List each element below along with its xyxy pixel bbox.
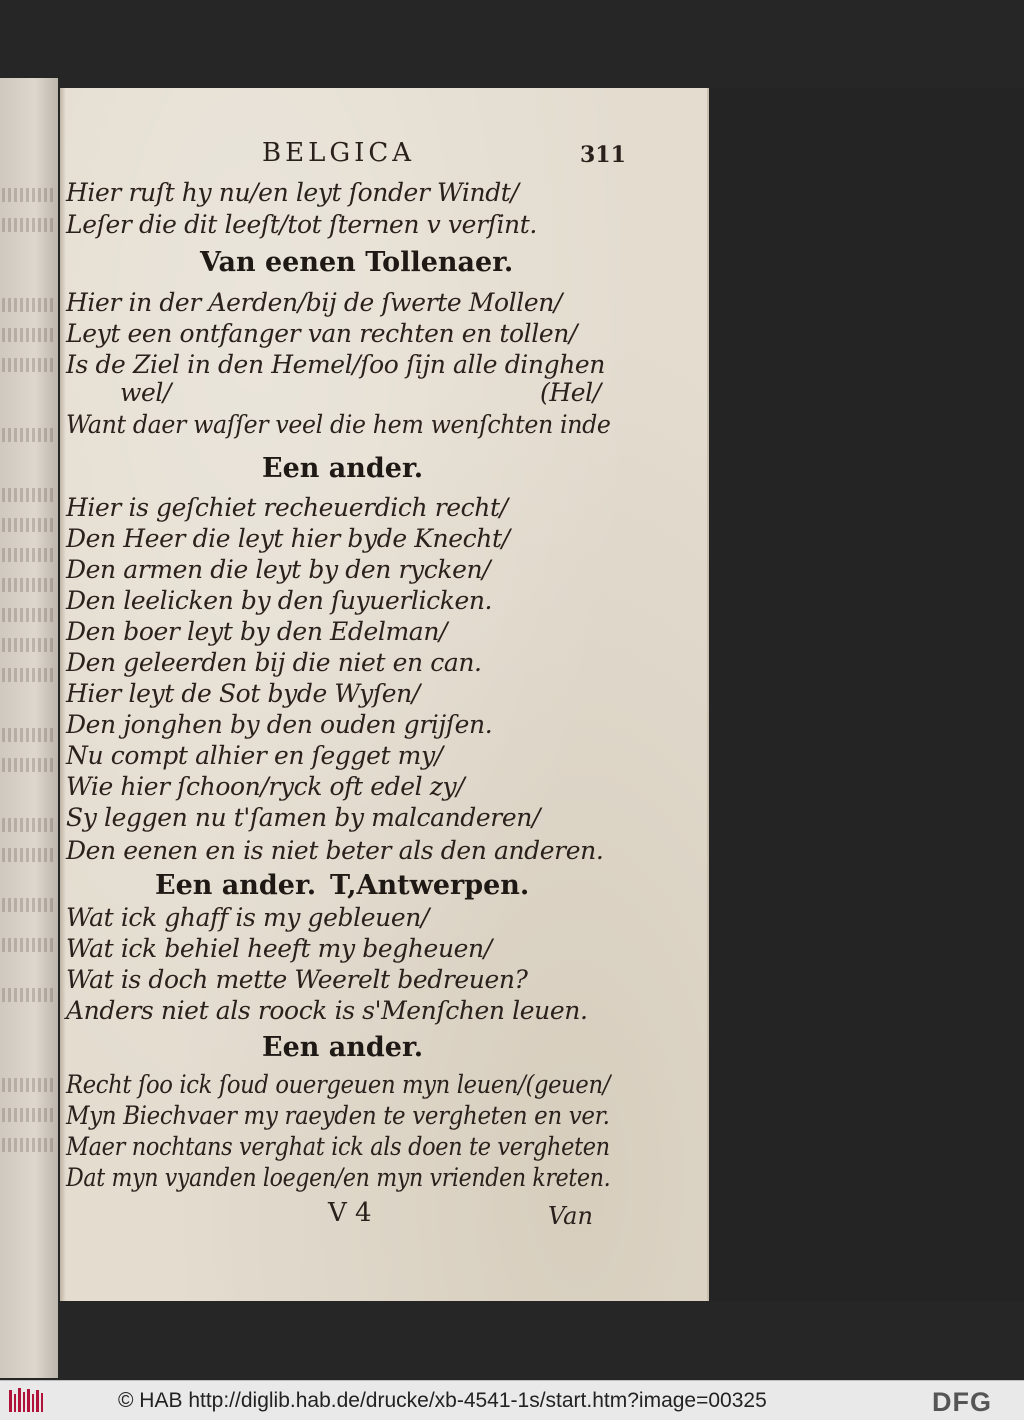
signature-mark: V 4 (328, 1198, 372, 1228)
text-line: Wie hier ſchoon/ryck oft edel zy/ (66, 772, 465, 801)
text-line: Leyt een ontfanger van rechten en tollen/ (66, 319, 577, 348)
text-line: Wat ick behiel heeft my begheuen/ (66, 934, 492, 963)
text-line: Den boer leyt by den Edelman/ (66, 617, 448, 646)
text-line: Den Heer die leyt hier byde Knecht/ (66, 524, 510, 553)
footer-bar (0, 1380, 1024, 1420)
text-line: Want daer waſſer veel die hem wenſchten inde (66, 410, 611, 439)
text-line: Maer nochtans verghat ick als doen te vergheten (66, 1132, 610, 1161)
text-line: Is de Ziel in den Hemel/ſoo ſijn alle dinghen (66, 350, 605, 379)
hab-logo-icon (8, 1386, 48, 1416)
previous-leaf-edge (0, 78, 58, 1378)
text-line: Leſer die dit leeſt/tot ſternen v verſint. (66, 210, 537, 239)
text-line: Recht ſoo ick ſoud ouergeuen myn leuen/(geuen/ (66, 1070, 610, 1099)
text-line: Wat ick ghaff is my gebleuen/ (66, 903, 429, 932)
dfg-logo: DFG (932, 1387, 992, 1417)
text-line: Hier in der Aerden/bij de ſwerte Mollen/ (66, 288, 562, 317)
section-heading: Een ander. (155, 870, 317, 901)
text-line: Den eenen en is niet beter als den anderen. (66, 836, 604, 865)
running-head: BELGICA (262, 138, 416, 168)
text-line: Den armen die leyt by den rycken/ (66, 555, 491, 584)
text-line: Hier leyt de Sot byde Wyſen/ (66, 679, 420, 708)
text-line: Myn Biechvaer my raeyden te vergheten en ver. (66, 1101, 610, 1130)
section-heading: Van eenen Tollenaer. (200, 247, 514, 278)
text-line: Nu compt alhier en ſegget my/ (66, 741, 443, 770)
text-line: Hier is geſchiet recheuerdich recht/ (66, 493, 508, 522)
text-line: Wat is doch mette Weerelt bedreuen? (66, 965, 528, 994)
text-line: Sy leggen nu t'ſamen by malcanderen/ (66, 803, 540, 832)
text-line: Dat myn vyanden loegen/en myn vrienden kreten. (66, 1163, 611, 1192)
text-line: Anders niet als roock is s'Menſchen leuen. (66, 996, 588, 1025)
credit-link[interactable]: © HAB http://diglib.hab.de/drucke/xb-4541-1s/start.htm?image=00325 (118, 1389, 767, 1412)
text-line: Den jonghen by den ouden grijſen. (66, 710, 493, 739)
text-line: Den geleerden bij die niet en can. (66, 648, 482, 677)
text-line: wel/ (120, 378, 172, 407)
page-number: 311 (580, 142, 626, 168)
text-line: Den leelicken by den ſuyuerlicken. (66, 586, 493, 615)
section-heading: Een ander. (262, 1032, 424, 1063)
text-line: Hier ruſt hy nu/en leyt ſonder Windt/ (66, 178, 519, 207)
text-line: (Hel/ (540, 378, 601, 407)
section-heading: Een ander. (262, 453, 424, 484)
place-heading: T,Antwerpen. (330, 870, 530, 901)
catchword: Van (548, 1202, 593, 1230)
